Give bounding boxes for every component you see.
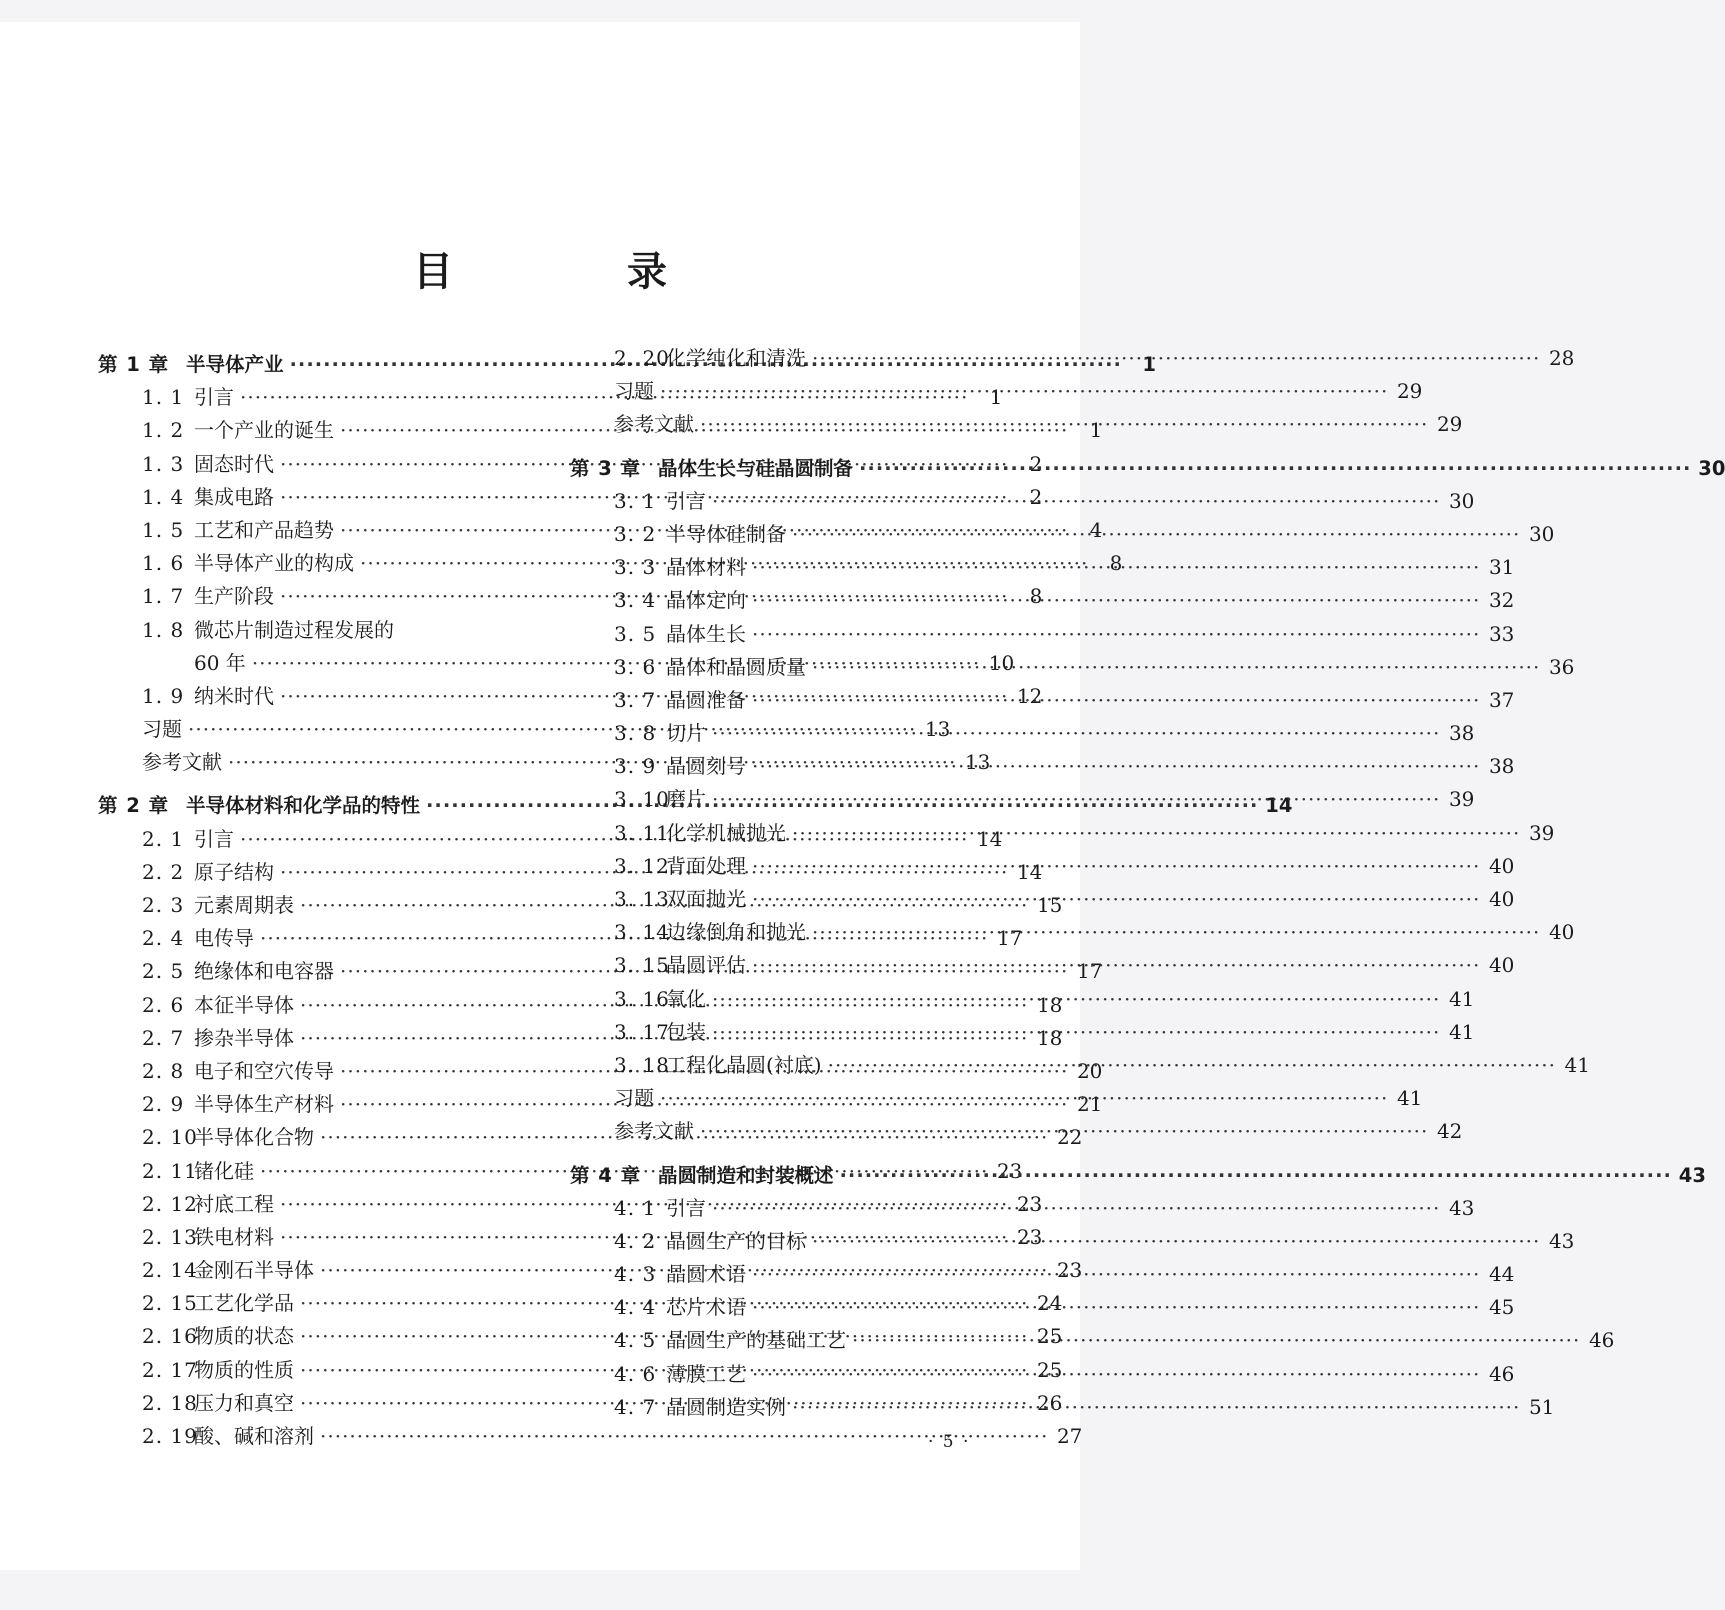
entry-title: 晶体生长 [666, 621, 746, 646]
entry-page: 21 [1076, 1092, 1103, 1117]
entry-page: 2 [1029, 451, 1043, 476]
entry-page: 41 [1564, 1052, 1590, 1077]
entry-page: 30 [1698, 456, 1725, 480]
entry-page: 43 [1678, 1163, 1706, 1187]
entry-page: 2 [1029, 484, 1043, 509]
entry-number: 3. 9 [614, 754, 657, 779]
entry-title: 集成电路 [194, 484, 274, 509]
entry-page: 10 [988, 650, 1015, 675]
toc-section-entry [570, 717, 1475, 750]
toc-section-entry [98, 614, 528, 647]
dot-leader [840, 1159, 1672, 1192]
entry-number: 2. 7 [142, 1025, 185, 1050]
entry-page: 17 [996, 926, 1023, 951]
entry-number: 3. 15 [614, 953, 670, 978]
entry-number: 3. 5 [614, 621, 657, 646]
dot-leader [752, 883, 1480, 916]
entry-page: 40 [1488, 853, 1515, 878]
entry-title: 双面抛光 [666, 887, 746, 911]
entry-title: 原子结构 [194, 859, 274, 884]
entry-number: 第 1 章 [98, 353, 170, 376]
entry-number: 4. 6 [614, 1361, 657, 1386]
entry-title: 化学纯化和清洗 [666, 346, 806, 370]
entry-title: 晶体和晶圆质量 [666, 654, 806, 679]
entry-page: 27 [1056, 1424, 1083, 1448]
entry-number: 第 4 章 [570, 1163, 642, 1187]
entry-title: 微芯片制造过程发展的 [194, 617, 394, 642]
entry-title: 半导体化合物 [194, 1125, 314, 1150]
dot-leader [792, 518, 1520, 551]
entry-page: 41 [1448, 1019, 1475, 1044]
entry-title: 芯片术语 [666, 1295, 746, 1320]
entry-page: 25 [1036, 1324, 1063, 1349]
entry-number: 第 3 章 [570, 456, 642, 480]
dot-leader [712, 783, 1440, 816]
entry-title: 习题 [142, 717, 182, 742]
entry-title: 压力和真空 [194, 1390, 294, 1415]
document-page [0, 22, 1725, 1570]
entry-number: 2. 13 [142, 1224, 198, 1249]
entry-page: 40 [1488, 953, 1515, 978]
entry-title: 晶圆评估 [666, 953, 746, 978]
entry-page: 15 [1036, 893, 1063, 917]
entry-title: 掺杂半导体 [194, 1025, 294, 1050]
entry-number: 2. 12 [142, 1191, 198, 1216]
entry-number: 3. 11 [614, 820, 670, 845]
entry-page: 46 [1488, 1361, 1515, 1386]
entry-title: 物质的性质 [194, 1357, 294, 1382]
entry-page: 20 [1076, 1058, 1103, 1083]
entry-number: 2. 11 [142, 1158, 198, 1183]
toc-section-entry [570, 584, 1515, 617]
entry-number: 3. 17 [614, 1019, 670, 1044]
entry-title: 酸、碱和溶剂 [194, 1424, 314, 1448]
entry-number: 3. 2 [614, 521, 657, 546]
entry-title: 绝缘体和电容器 [194, 959, 334, 984]
dot-leader [812, 342, 1540, 375]
entry-page: 25 [1036, 1357, 1063, 1382]
entry-title: 背面处理 [666, 853, 746, 878]
entry-page: 23 [996, 1158, 1023, 1183]
entry-title: 固态时代 [194, 451, 274, 476]
entry-title: 半导体材料和化学品的特性 [186, 794, 421, 818]
entry-page: 1 [1089, 418, 1103, 443]
entry-title: 薄膜工艺 [666, 1361, 746, 1386]
entry-page: 42 [1436, 1119, 1463, 1144]
dot-leader [700, 408, 1428, 441]
entry-page: 38 [1488, 754, 1515, 779]
entry-number: 1. 4 [142, 484, 185, 509]
entry-page: 46 [1588, 1328, 1615, 1353]
entry-page: 18 [1036, 992, 1063, 1017]
entry-title: 半导体产业的构成 [194, 551, 354, 576]
toc-section-entry [570, 485, 1475, 518]
entry-page: 45 [1488, 1295, 1515, 1320]
entry-number: 1. 2 [142, 418, 185, 443]
dot-leader [700, 1115, 1428, 1148]
entry-page: 44 [1488, 1262, 1515, 1287]
entry-title: 物质的状态 [194, 1324, 294, 1349]
entry-page: 38 [1448, 721, 1475, 746]
dot-leader [660, 1082, 1388, 1115]
entry-page: 39 [1448, 787, 1475, 812]
entry-number: 1. 8 [142, 617, 185, 642]
entry-title: 引言 [666, 488, 706, 513]
entry-title: 氧化 [666, 986, 706, 1011]
dot-leader [752, 551, 1480, 584]
entry-title: 磨片 [666, 787, 706, 812]
entry-number: 3. 14 [614, 920, 670, 945]
entry-number: 4. 4 [614, 1295, 657, 1320]
entry-number: 2. 20 [614, 346, 670, 370]
entry-page: 41 [1396, 1086, 1423, 1111]
entry-page: 28 [1548, 346, 1575, 370]
entry-title: 电传导 [194, 926, 254, 951]
entry-number: 2. 3 [142, 893, 185, 917]
dot-leader [859, 452, 1691, 485]
entry-number: 2. 5 [142, 959, 185, 984]
entry-number: 2. 6 [142, 992, 185, 1017]
dot-leader [752, 584, 1480, 617]
entry-number: 2. 10 [142, 1125, 198, 1150]
entry-page: 43 [1548, 1228, 1575, 1253]
toc-section-entry [570, 817, 1555, 850]
entry-page: 40 [1488, 887, 1515, 911]
dot-leader [712, 485, 1440, 518]
entry-page: 18 [1036, 1025, 1063, 1050]
entry-number: 3. 18 [614, 1052, 670, 1077]
entry-title: 参考文献 [142, 750, 222, 775]
entry-number: 1. 5 [142, 517, 185, 542]
dot-leader [752, 618, 1480, 651]
page-title: 目 录 [413, 248, 747, 295]
entry-title: 晶体定向 [666, 588, 746, 613]
dot-leader [712, 983, 1440, 1016]
entry-page: 14 [976, 826, 1003, 851]
entry-title: 化学机械抛光 [666, 820, 786, 845]
entry-title: 本征半导体 [194, 992, 294, 1017]
entry-number: 2. 17 [142, 1357, 198, 1382]
entry-number: 3. 7 [614, 687, 657, 712]
dot-leader [712, 717, 1440, 750]
entry-number: 4. 5 [614, 1328, 657, 1353]
entry-page: 32 [1488, 588, 1515, 613]
dot-leader [752, 949, 1480, 982]
entry-number: 1. 7 [142, 584, 185, 609]
dot-leader [752, 1291, 1480, 1324]
dot-leader [812, 916, 1540, 949]
entry-number: 1. 9 [142, 683, 185, 708]
entry-title: 晶圆准备 [666, 687, 746, 712]
entry-number: 2. 18 [142, 1390, 198, 1415]
entry-number: 2. 9 [142, 1092, 185, 1117]
entry-page: 14 [1265, 794, 1293, 818]
entry-title: 晶体生长与硅晶圆制备 [658, 456, 854, 480]
dot-leader [752, 1258, 1480, 1291]
entry-number: 3. 3 [614, 555, 657, 580]
entry-number: 4. 3 [614, 1262, 657, 1287]
entry-number: 3. 6 [614, 654, 657, 679]
entry-number: 2. 16 [142, 1324, 198, 1349]
entry-title: 生产阶段 [194, 584, 274, 609]
entry-page: 30 [1448, 488, 1475, 513]
toc-section-entry [570, 408, 1463, 441]
entry-page: 23 [1016, 1224, 1043, 1249]
dot-leader [712, 1192, 1440, 1225]
entry-number: 4. 1 [614, 1195, 657, 1220]
entry-title: 电子和空穴传导 [194, 1058, 334, 1083]
entry-title: 晶圆刻号 [666, 754, 746, 779]
entry-title: 引言 [666, 1195, 706, 1220]
entry-number: 4. 7 [614, 1394, 657, 1419]
toc-section-entry [570, 750, 1515, 783]
entry-number: 1. 6 [142, 551, 185, 576]
entry-title: 一个产业的诞生 [194, 418, 334, 443]
entry-title: 切片 [666, 721, 706, 746]
entry-title: 引言 [194, 385, 234, 410]
toc-section-entry [98, 1420, 1083, 1453]
entry-page: 26 [1036, 1390, 1063, 1415]
entry-page: 29 [1396, 379, 1423, 404]
entry-number: 3. 13 [614, 887, 670, 911]
entry-page: 8 [1109, 551, 1123, 576]
entry-number: 第 2 章 [98, 794, 170, 818]
entry-title: 晶圆生产的基础工艺 [666, 1328, 846, 1353]
entry-title: 习题 [614, 379, 654, 404]
entry-page: 8 [1029, 584, 1043, 609]
entry-title: 60 年 [194, 650, 246, 675]
entry-page: 39 [1528, 820, 1555, 845]
entry-title: 晶圆术语 [666, 1262, 746, 1287]
toc-section-entry [570, 342, 1575, 375]
toc-section-entry [570, 551, 1515, 584]
entry-page: 1 [1142, 353, 1156, 376]
entry-title: 铁电材料 [194, 1224, 274, 1249]
entry-title: 纳米时代 [194, 683, 274, 708]
entry-title: 衬底工程 [194, 1191, 274, 1216]
entry-number: 3. 8 [614, 721, 657, 746]
entry-number: 2. 14 [142, 1258, 198, 1283]
entry-page: 23 [1056, 1258, 1083, 1283]
entry-number: 2. 4 [142, 926, 185, 951]
entry-page: 13 [964, 750, 991, 775]
entry-number: 2. 8 [142, 1058, 185, 1083]
entry-page: 51 [1528, 1394, 1555, 1419]
entry-title: 半导体硅制备 [666, 521, 786, 546]
toc-chapter-entry [570, 452, 1725, 485]
entry-page: 13 [924, 717, 951, 742]
dot-leader [752, 850, 1480, 883]
entry-number: 3. 16 [614, 986, 670, 1011]
entry-page: 22 [1056, 1125, 1083, 1150]
entry-page: 41 [1448, 986, 1475, 1011]
dot-leader [812, 1225, 1540, 1258]
entry-number: 2. 19 [142, 1424, 198, 1448]
entry-number: 1. 3 [142, 451, 185, 476]
toc-section-entry [570, 618, 1515, 651]
entry-title: 晶体材料 [666, 555, 746, 580]
entry-page: 4 [1089, 517, 1103, 542]
entry-number: 2. 2 [142, 859, 185, 884]
toc-section-entry [570, 518, 1555, 551]
entry-title: 晶圆制造和封装概述 [658, 1163, 834, 1187]
entry-title: 半导体生产材料 [194, 1092, 334, 1117]
entry-number: 2. 1 [142, 826, 185, 851]
entry-page: 31 [1488, 555, 1515, 580]
entry-title: 参考文献 [614, 412, 694, 437]
entry-page: 23 [1016, 1191, 1043, 1216]
dot-leader [712, 1016, 1440, 1049]
dot-leader [792, 1391, 1520, 1424]
entry-page: 12 [1016, 683, 1043, 708]
entry-number: 4. 2 [614, 1228, 657, 1253]
entry-title: 习题 [614, 1086, 654, 1111]
entry-title: 锗化硅 [194, 1158, 254, 1183]
entry-title: 工艺和产品趋势 [194, 517, 334, 542]
page-number: · 5 · [928, 1432, 971, 1452]
entry-title: 包装 [666, 1019, 706, 1044]
entry-number: 3. 10 [614, 787, 670, 812]
entry-title: 参考文献 [614, 1119, 694, 1144]
dot-leader [812, 651, 1540, 684]
entry-page: 43 [1448, 1195, 1475, 1220]
entry-title: 半导体产业 [186, 353, 284, 376]
toc-section-entry [570, 375, 1423, 408]
entry-title: 引言 [194, 826, 234, 851]
entry-page: 40 [1548, 920, 1575, 945]
entry-number: 1. 1 [142, 385, 185, 410]
entry-page: 36 [1548, 654, 1575, 679]
entry-title: 元素周期表 [194, 893, 294, 917]
entry-page: 29 [1436, 412, 1463, 437]
entry-number: 3. 12 [614, 853, 670, 878]
entry-page: 37 [1488, 687, 1515, 712]
dot-leader [752, 1358, 1480, 1391]
entry-page: 17 [1076, 959, 1103, 984]
entry-number: 3. 4 [614, 588, 657, 613]
entry-title: 边缘倒角和抛光 [666, 920, 806, 945]
entry-page: 24 [1036, 1291, 1063, 1316]
entry-title: 金刚石半导体 [194, 1258, 314, 1283]
entry-page: 30 [1528, 521, 1555, 546]
entry-title: 工程化晶圆(衬底) [666, 1052, 822, 1077]
dot-leader [852, 1324, 1580, 1357]
entry-number: 3. 1 [614, 488, 657, 513]
entry-number: 2. 15 [142, 1291, 198, 1316]
entry-title: 工艺化学品 [194, 1291, 294, 1316]
entry-page: 33 [1488, 621, 1515, 646]
entry-page: 1 [989, 385, 1003, 410]
entry-title: 晶圆制造实例 [666, 1394, 786, 1419]
dot-leader [828, 1049, 1556, 1082]
dot-leader [752, 750, 1480, 783]
dot-leader [660, 375, 1388, 408]
dot-leader [792, 817, 1520, 850]
dot-leader [752, 684, 1480, 717]
entry-page: 14 [1016, 859, 1043, 884]
entry-title: 晶圆生产的目标 [666, 1228, 806, 1253]
